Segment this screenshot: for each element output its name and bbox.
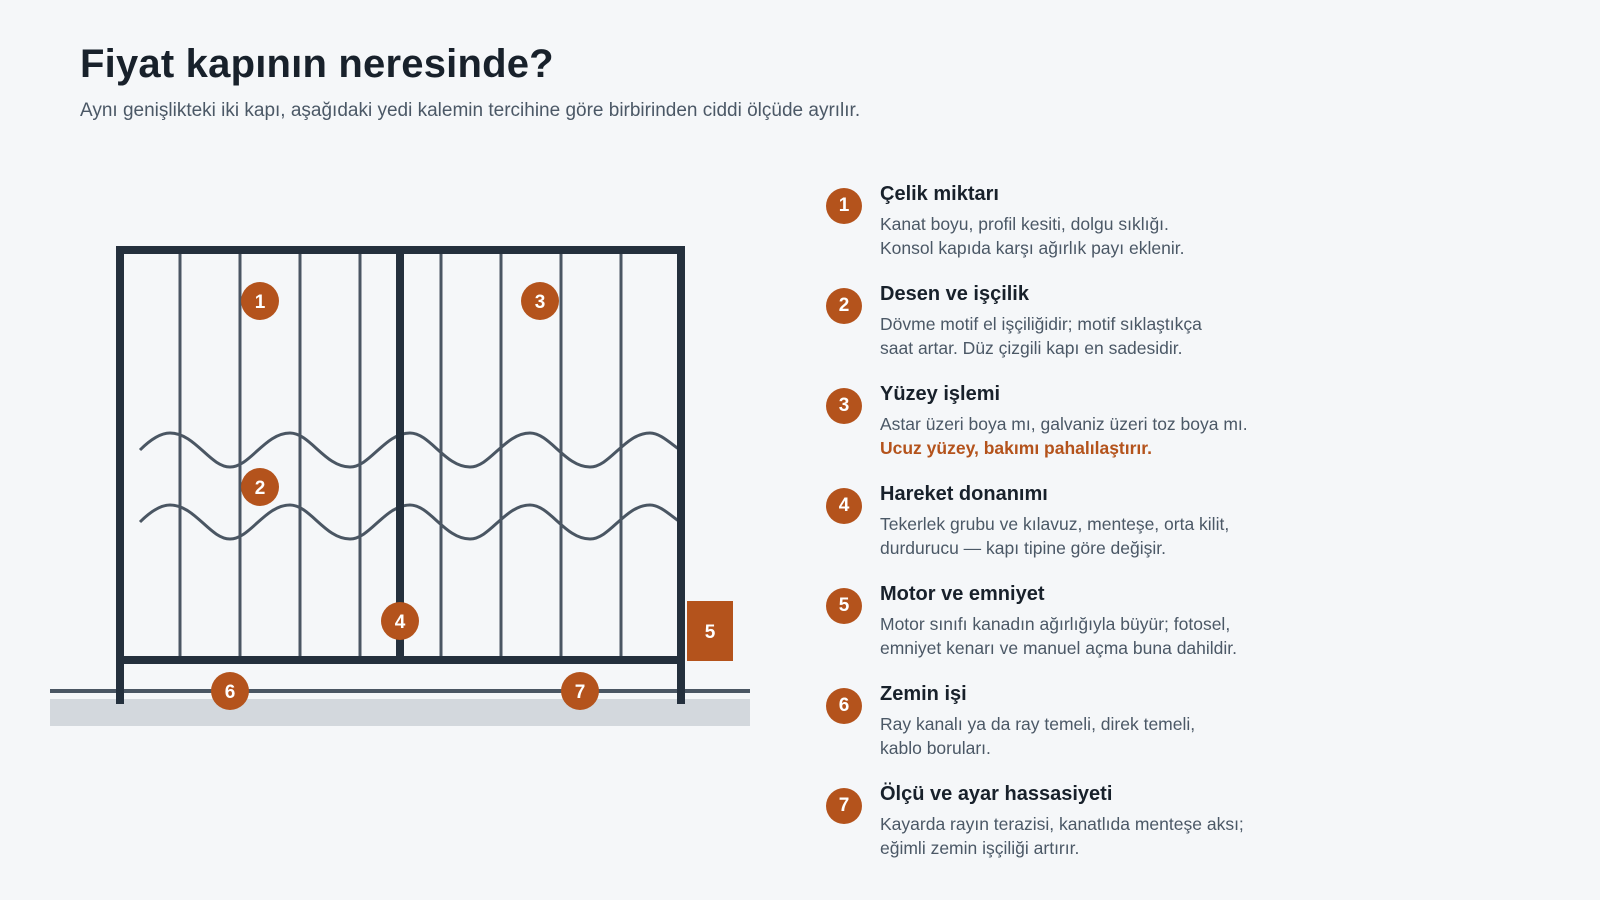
motor-box-label: 5 <box>704 622 716 643</box>
legend-item-motor <box>826 582 1566 682</box>
legend-number: 7 <box>826 788 862 824</box>
legend-description: kablo boruları. <box>880 738 991 758</box>
legend-title: Motor ve emniyet <box>880 583 1045 605</box>
legend-item-precision <box>826 782 1566 882</box>
marker-1 <box>241 282 279 320</box>
wave-ornament-lower <box>140 505 680 539</box>
page-title: Fiyat kapının neresinde? <box>80 42 554 86</box>
marker-3-label: 3 <box>534 292 546 313</box>
legend-description: Konsol kapıda karşı ağırlık payı eklenir. <box>880 238 1185 258</box>
marker-3 <box>521 282 559 320</box>
legend-description: Kanat boyu, profil kesiti, dolgu sıklığı. <box>880 214 1169 234</box>
legend-description: durdurucu — kapı tipine göre değişir. <box>880 538 1166 558</box>
marker-6 <box>211 672 249 710</box>
legend-description: Astar üzeri boya mı, galvaniz üzeri toz boya mı. <box>880 414 1248 434</box>
ground-slab <box>50 699 750 726</box>
legend-description: eğimli zemin işçiliği artırır. <box>880 838 1080 858</box>
legend-number: 5 <box>826 588 862 624</box>
legend-description: saat artar. Düz çizgili kapı en sadesidir. <box>880 338 1183 358</box>
legend-number: 1 <box>826 188 862 224</box>
legend-item-ground <box>826 682 1566 782</box>
legend-number: 3 <box>826 388 862 424</box>
legend-title: Zemin işi <box>880 683 967 705</box>
legend-description: Tekerlek grubu ve kılavuz, menteşe, orta kilit, <box>880 514 1230 534</box>
gate-diagram <box>0 0 760 900</box>
legend-description: Motor sınıfı kanadın ağırlığıyla büyür; fotosel, <box>880 614 1231 634</box>
marker-2 <box>241 468 279 506</box>
marker-7-label: 7 <box>574 682 586 703</box>
legend-description: Ray kanalı ya da ray temeli, direk temeli, <box>880 714 1196 734</box>
legend-item-pattern <box>826 282 1566 382</box>
legend-number: 4 <box>826 488 862 524</box>
legend-number: 6 <box>826 688 862 724</box>
legend-list <box>826 182 1566 882</box>
marker-4 <box>381 602 419 640</box>
legend-description: Dövme motif el işçiliğidir; motif sıklaştıkça <box>880 314 1202 334</box>
page-subtitle: Aynı genişlikteki iki kapı, aşağıdaki yedi kalemin tercihine göre birbirinden ciddi ölçüde ayrılır. <box>80 100 861 121</box>
wave-ornament-upper <box>140 433 680 467</box>
legend-title: Yüzey işlemi <box>880 383 1001 405</box>
legend-title: Ölçü ve ayar hassasiyeti <box>880 783 1113 805</box>
marker-6-label: 6 <box>224 682 236 703</box>
legend-title: Desen ve işçilik <box>880 283 1029 305</box>
marker-2-label: 2 <box>254 478 266 499</box>
legend-title: Hareket donanımı <box>880 483 1048 505</box>
marker-7 <box>561 672 599 710</box>
legend-item-steel <box>826 182 1566 282</box>
marker-4-label: 4 <box>394 612 406 633</box>
legend-title: Çelik miktarı <box>880 183 999 205</box>
legend-item-surface <box>826 382 1566 482</box>
legend-warning: Ucuz yüzey, bakımı pahalılaştırır. <box>880 438 1153 458</box>
legend-description: Kayarda rayın terazisi, kanatlıda menteşe aksı; <box>880 814 1244 834</box>
legend-number: 2 <box>826 288 862 324</box>
legend-item-hardware <box>826 482 1566 582</box>
legend-description: emniyet kenarı ve manuel açma buna dahildir. <box>880 638 1238 658</box>
marker-1-label: 1 <box>254 292 266 313</box>
